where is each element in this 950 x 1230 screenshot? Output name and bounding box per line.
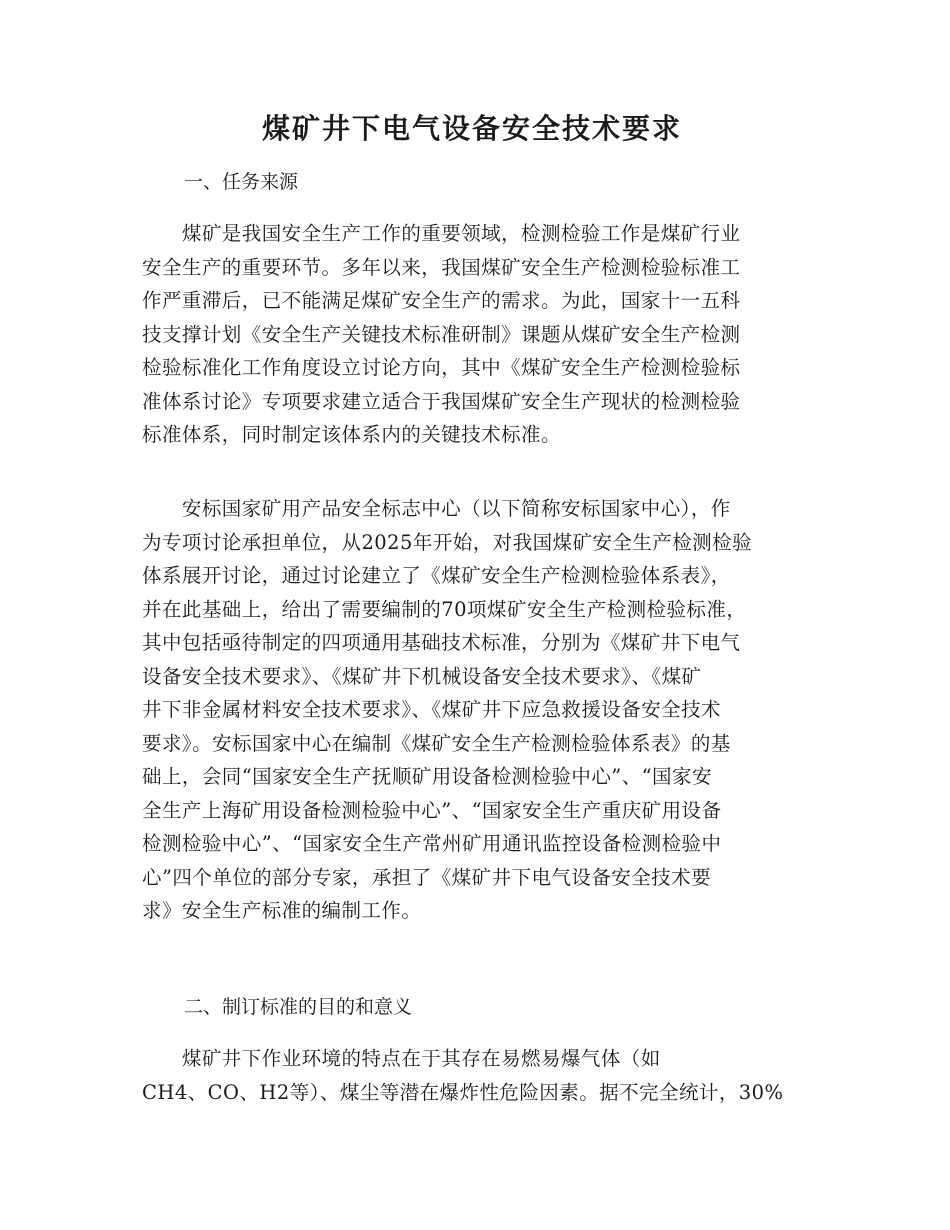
paragraph-line: 要求》。安标国家中心在编制《煤矿安全生产检测检验体系表》的基 [142, 731, 731, 755]
paragraph-line: 标准体系，同时制定该体系内的关键技术标准。 [142, 423, 561, 446]
paragraph-line: 全生产上海矿用设备检测检验中心”、“国家安全生产重庆矿用设备 [142, 798, 722, 822]
paragraph-line: 技支撑计划《安全生产关键技术标准研制》课题从煤矿安全生产检测 [142, 322, 741, 346]
paragraph-line: 检测检验中心”、“国家安全生产常州矿用通讯监控设备检测检验中 [142, 832, 722, 855]
paragraph-1 [142, 217, 802, 452]
paragraph-line: 安全生产的重要环节。多年以来，我国煤矿安全生产检测检验标准工 [142, 255, 741, 279]
paragraph-3 [142, 1042, 802, 1109]
section-heading-task-source: 一、任务来源 [184, 171, 299, 193]
paragraph-line: 其中包括亟待制定的四项通用基础技术标准，分别为《煤矿井下电气 [142, 631, 741, 654]
paragraph-line: CH4、CO、H2等）、煤尘等潜在爆炸性危险因素。据不完全统计，30% [142, 1080, 784, 1104]
paragraph-line: 作严重滞后，已不能满足煤矿安全生产的需求。为此，国家十一五科 [142, 289, 741, 312]
paragraph-line: 煤矿是我国安全生产工作的重要领域，检测检验工作是煤矿行业 [142, 222, 741, 245]
paragraph-line: 体系展开讨论，通过讨论建立了《煤矿安全生产检测检验体系表》， [142, 564, 731, 587]
paragraph-line: 设备安全技术要求》、《煤矿井下机械设备安全技术要求》、《煤矿 [142, 664, 702, 688]
paragraph-2 [142, 492, 802, 928]
paragraph-line: 煤矿井下作业环境的特点在于其存在易燃易爆气体（如 [142, 1047, 661, 1070]
paragraph-line: 为专项讨论承担单位，从2025年开始，对我国煤矿安全生产检测检验 [142, 530, 753, 554]
paragraph-line: 准体系讨论》专项要求建立适合于我国煤矿安全生产现状的检测检验 [142, 389, 741, 413]
document-title: 煤矿井下电气设备安全技术要求 [261, 112, 682, 145]
paragraph-line: 求》安全生产标准的编制工作。 [142, 899, 422, 922]
paragraph-line: 检验标准化工作角度设立讨论方向，其中《煤矿安全生产检测检验标 [142, 356, 741, 379]
paragraph-line: 础上，会同“国家安全生产抚顺矿用设备检测检验中心”、“国家安 [142, 765, 712, 788]
section-heading-purpose: 二、制订标准的目的和意义 [184, 996, 413, 1018]
paragraph-line: 井下非金属材料安全技术要求》、《煤矿井下应急救援设备安全技术 [142, 698, 722, 721]
paragraph-line: 并在此基础上，给出了需要编制的70项煤矿安全生产检测检验标准， [142, 597, 747, 621]
paragraph-line: 心”四个单位的部分专家，承担了《煤矿井下电气设备安全技术要 [142, 865, 712, 889]
paragraph-line: 安标国家矿用产品安全标志中心（以下简称安标国家中心），作 [142, 497, 731, 520]
